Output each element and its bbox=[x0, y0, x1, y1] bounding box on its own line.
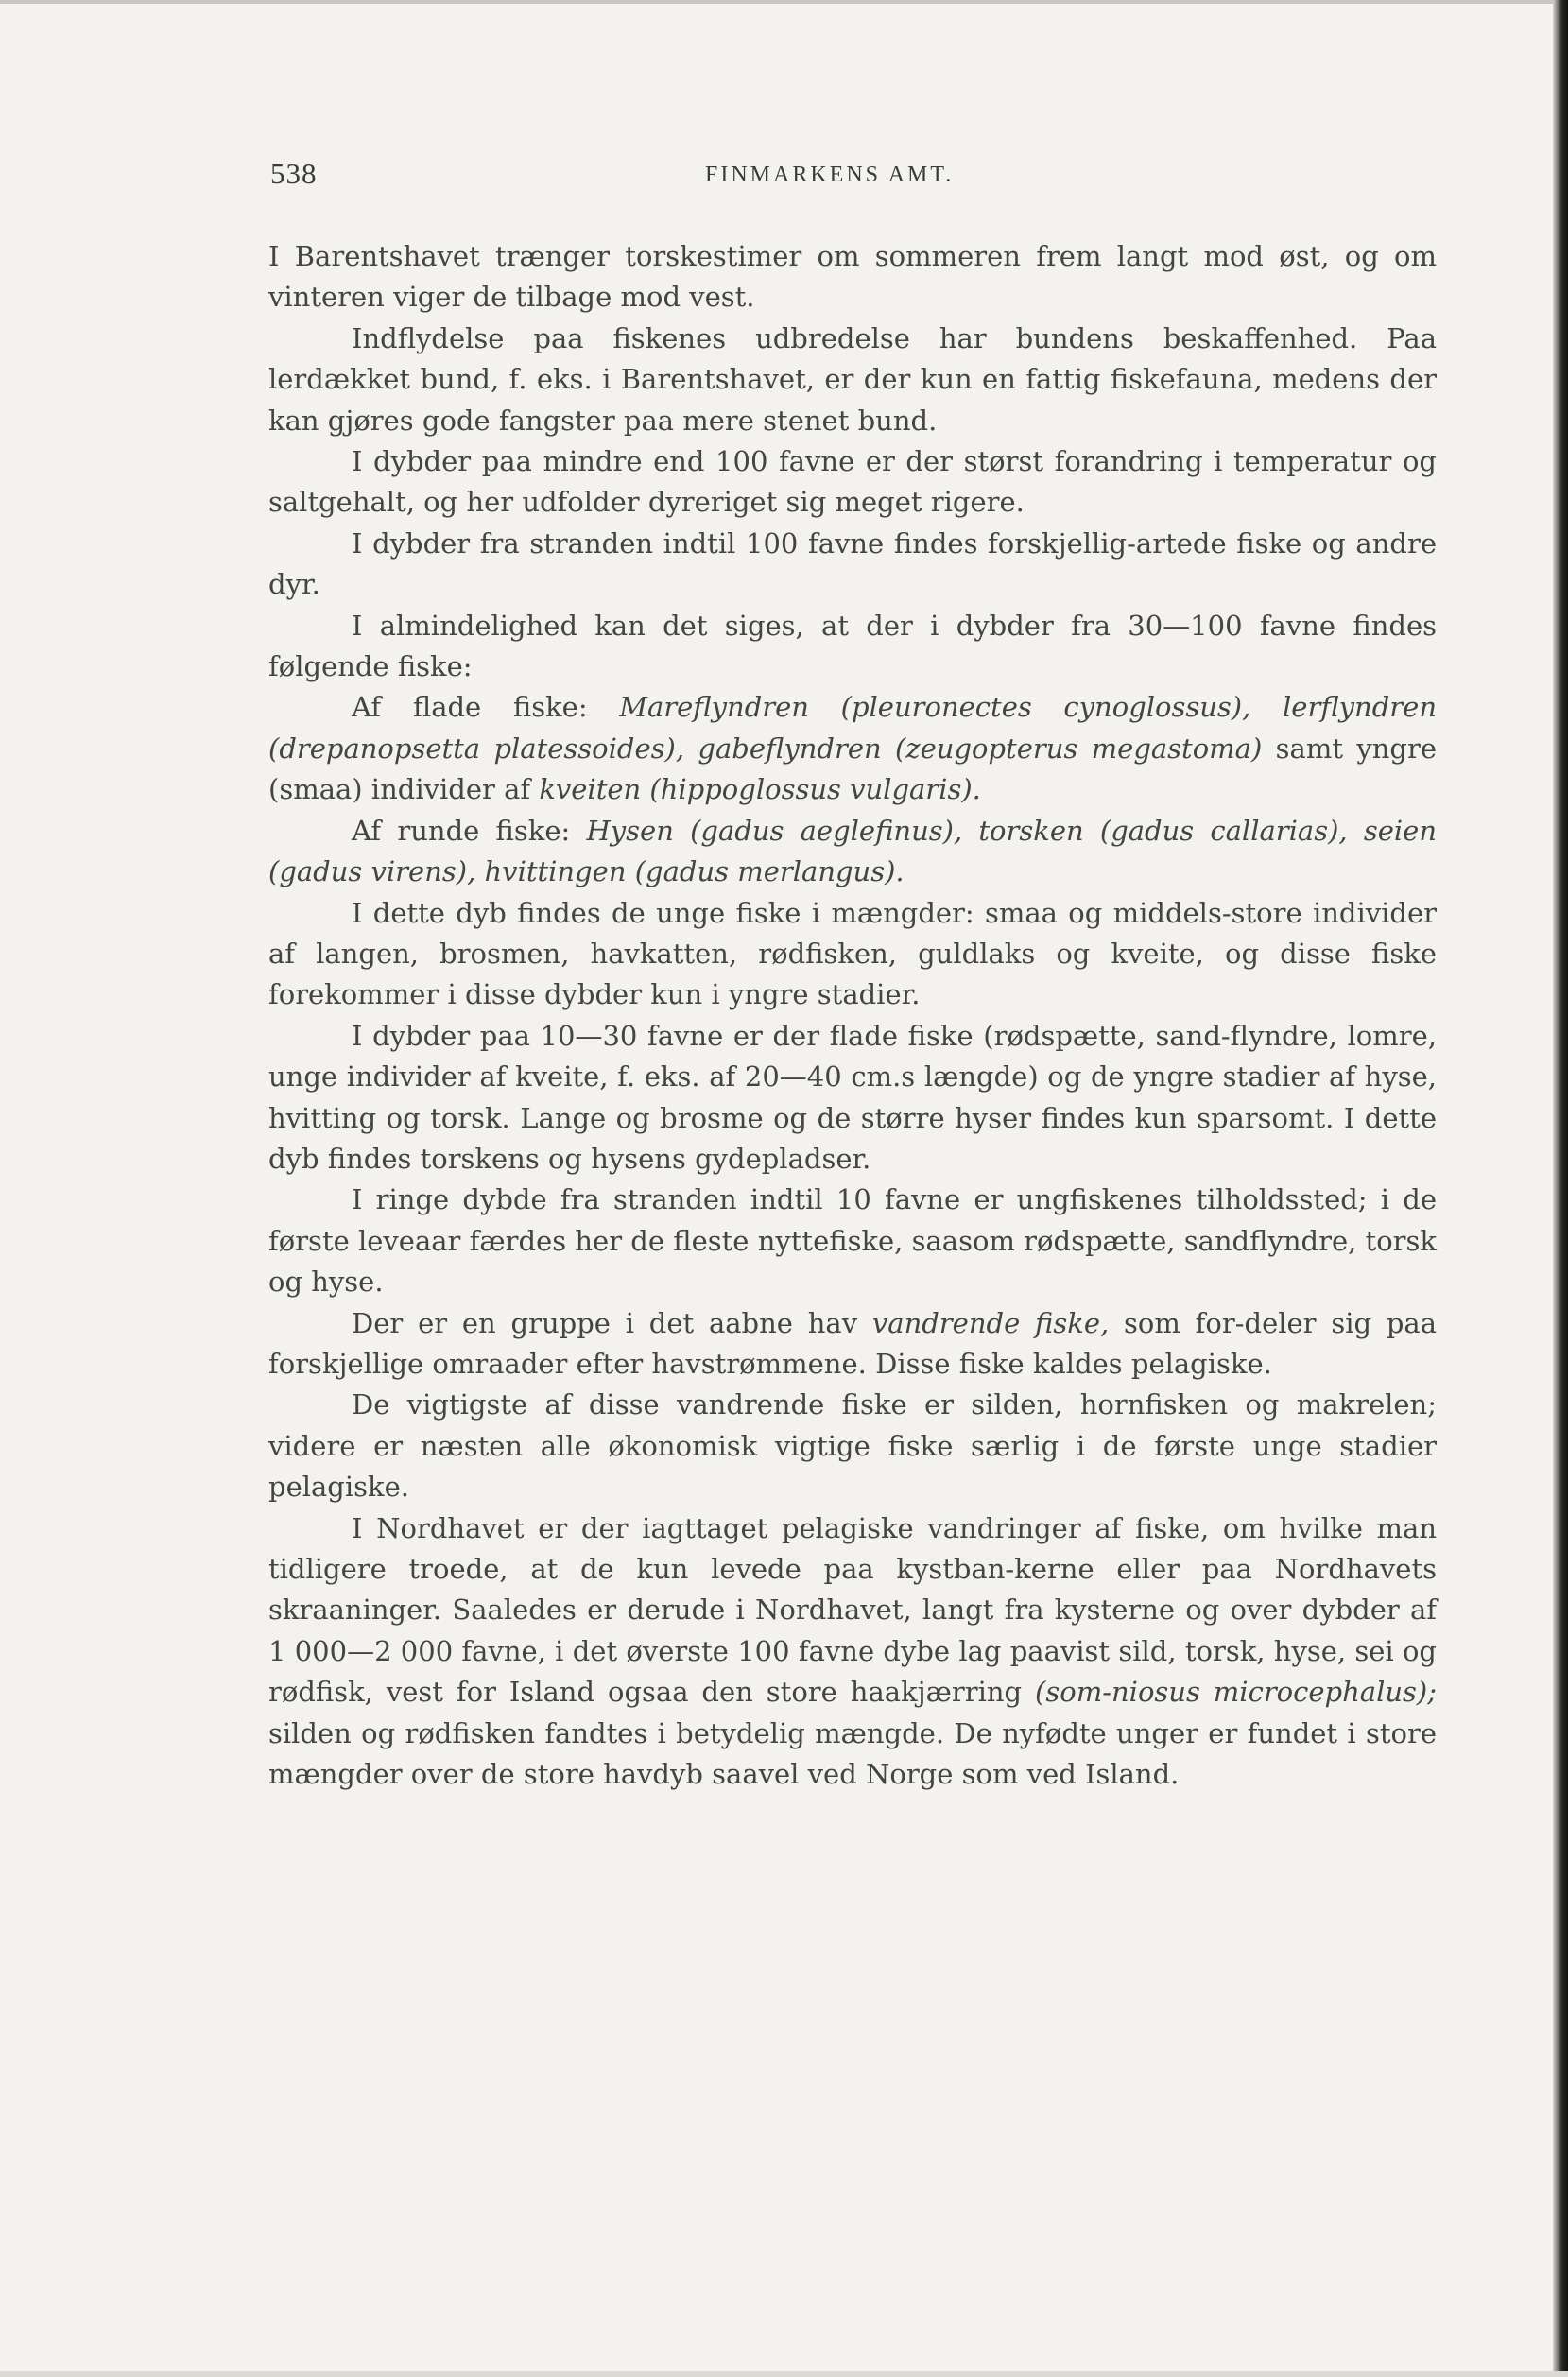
text-segment: I almindelighed kan det siges, at der i dybder fra 30—100 favne findes følgende fiske: bbox=[268, 609, 1437, 683]
text-segment: Af runde fiske: bbox=[352, 814, 587, 847]
paragraph bbox=[268, 1508, 1437, 1796]
page-top-edge bbox=[0, 0, 1568, 4]
paragraph bbox=[268, 524, 1437, 606]
italic-text-segment: Mareflyndren (pleuronectes cynoglossus), lerflyndren (drepanopsetta platessoides), gabeflyndren (zeugopterus megastoma) bbox=[268, 691, 1437, 765]
text-segment: I ringe dybde fra stranden indtil 10 favne er ungfiskenes tilholdssted; i de første leveaar færdes her de fleste nyttefiske, saasom rødspætte, sandflyndre, torsk og hyse. bbox=[268, 1183, 1437, 1299]
italic-text-segment: kveiten (hippoglossus vulgaris). bbox=[539, 773, 981, 806]
text-segment: I dette dyb findes de unge fiske i mængder: smaa og middels-store individer af langen, brosmen, havkatten, rødfisken, guldlaks og kveite, og disse fiske forekommer i disse dybder kun i yngre stadier. bbox=[268, 896, 1437, 1011]
text-segment: De vigtigste af disse vandrende fiske er silden, hornfisken og makrelen; videre er næsten alle økonomisk vigtige fiske særlig i de første unge stadier pelagiske. bbox=[268, 1388, 1437, 1504]
text-segment: Af flade fiske: bbox=[352, 691, 620, 724]
text-segment: I dybder paa 10—30 favne er der flade fiske (rødspætte, sand-flyndre, lomre, unge individer af kveite, f. eks. af 20—40 cm.s længde) og de yngre stadier af hyse, hvitting og torsk. Lange og brosme og de større hyser findes kun sparsomt. I dette dyb findes torskens og hysens gydepladser. bbox=[268, 1019, 1437, 1175]
text-segment: I dybder paa mindre end 100 favne er der størst forandring i temperatur og saltgehalt, og her udfolder dyreriget sig meget rigere. bbox=[268, 445, 1437, 519]
italic-text-segment: (som-niosus microcephalus); bbox=[1035, 1676, 1437, 1709]
body-text bbox=[268, 236, 1437, 1795]
paragraph bbox=[268, 893, 1437, 1016]
paragraph bbox=[268, 441, 1437, 524]
page-number: 538 bbox=[270, 157, 318, 190]
paragraph bbox=[268, 1180, 1437, 1302]
page-header bbox=[270, 157, 1433, 195]
text-segment: I Barentshavet trænger torskestimer om sommeren frem langt mod øst, og om vinteren viger de tilbage mod vest. bbox=[268, 240, 1437, 314]
text-segment: som for-deler sig paa forskjellige omraader efter havstrømmene. Disse fiske kaldes pelagiske. bbox=[268, 1306, 1437, 1380]
paragraph bbox=[268, 1385, 1437, 1507]
text-segment: I Nordhavet er der iagttaget pelagiske vandringer af fiske, om hvilke man tidligere troede, at de kun levede paa kystban-kerne eller paa Nordhavets skraaninger. Saaledes er derude i Nordhavet, langt fra kysterne og over dybder af 1 000—2 000 favne, i det øverste 100 favne dybe lag paavist sild, torsk, hyse, sei og rødfisk, vest for Island ogsaa den store haakjærring bbox=[268, 1511, 1437, 1709]
page-bottom-edge bbox=[0, 2371, 1568, 2377]
paragraph bbox=[268, 687, 1437, 810]
text-segment: silden og rødfisken fandtes i betydelig mængde. De nyfødte unger er fundet i store mængder over de store havdyb saavel ved Norge som ved Island. bbox=[268, 1716, 1437, 1791]
italic-text-segment: Hysen (gadus aeglefinus), torsken (gadus callarias), seien (gadus virens), hvittingen (gadus merlangus). bbox=[268, 814, 1437, 888]
text-segment: samt yngre (smaa) individer af bbox=[268, 732, 1437, 806]
paragraph bbox=[268, 811, 1437, 893]
paragraph bbox=[268, 319, 1437, 441]
paragraph bbox=[268, 1016, 1437, 1180]
paragraph bbox=[268, 236, 1437, 319]
page-binding-edge bbox=[1553, 0, 1568, 2377]
italic-text-segment: vandrende fiske, bbox=[871, 1306, 1110, 1339]
text-segment: I dybder fra stranden indtil 100 favne findes forskjellig-artede fiske og andre dyr. bbox=[268, 526, 1437, 601]
paragraph bbox=[268, 1303, 1437, 1386]
text-segment: Indflydelse paa fiskenes udbredelse har bundens beskaffenhed. Paa lerdækket bund, f. eks. i Barentshavet, er der kun en fattig fiskefauna, medens der kan gjøres gode fangster paa mere stenet bund. bbox=[268, 321, 1437, 437]
text-segment: Der er en gruppe i det aabne hav bbox=[352, 1306, 872, 1339]
paragraph bbox=[268, 606, 1437, 688]
running-head: FINMARKENS AMT. bbox=[705, 163, 955, 187]
